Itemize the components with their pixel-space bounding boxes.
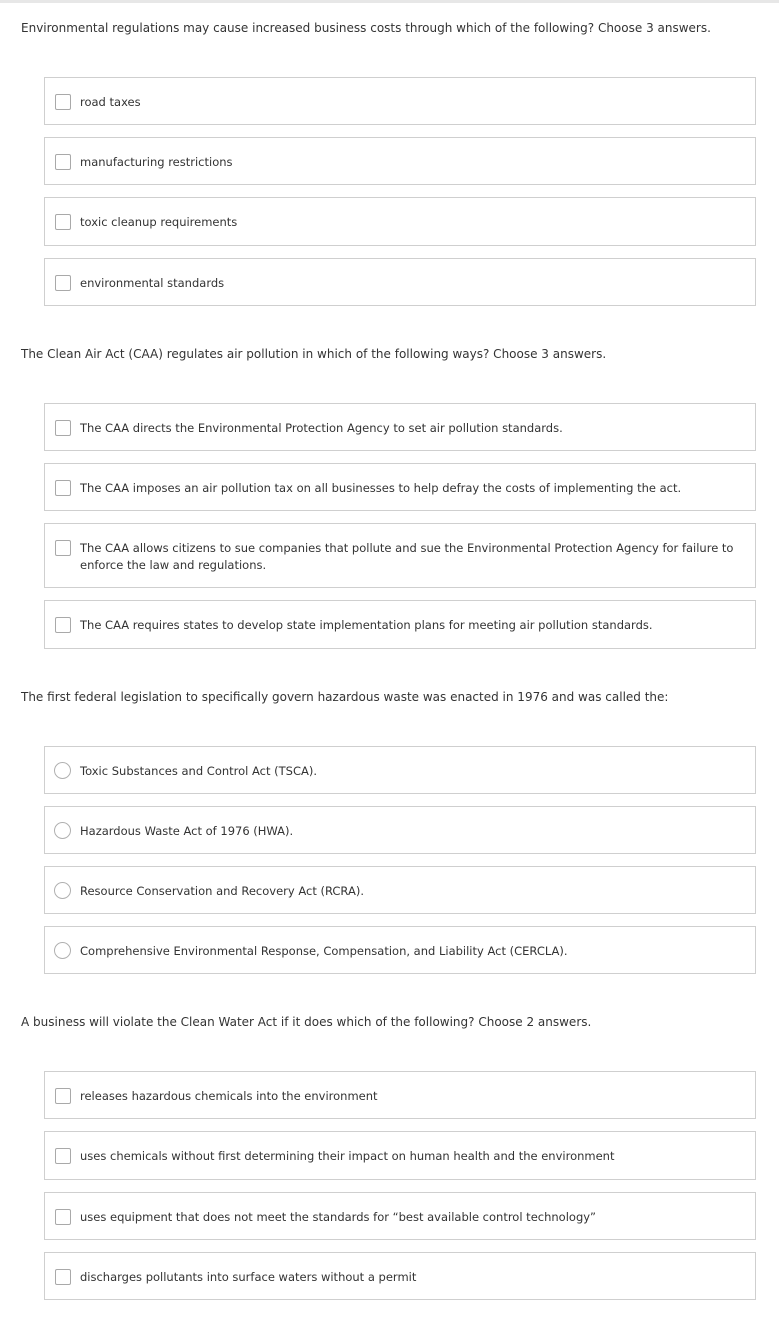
- question-4-option-3[interactable]: [44, 1192, 756, 1240]
- question-3-option-2[interactable]: [44, 806, 756, 854]
- option-label: Resource Conservation and Recovery Act (RCRA).: [80, 884, 364, 898]
- question-1-option-1[interactable]: [44, 77, 756, 125]
- option-label: road taxes: [80, 95, 141, 109]
- question-4-option-1[interactable]: [44, 1071, 756, 1119]
- checkbox[interactable]: [55, 275, 71, 291]
- question-2-option-4[interactable]: [44, 600, 756, 649]
- option-label: The CAA requires states to develop state implementation plans for meeting air pollution standards.: [80, 618, 653, 632]
- checkbox[interactable]: [55, 94, 71, 110]
- radio-button[interactable]: [54, 882, 71, 899]
- question-1-text: Environmental regulations may cause increased business costs through which of the following? Choose 3 answers.: [21, 21, 711, 35]
- question-4-option-2[interactable]: [44, 1131, 756, 1180]
- question-3-option-1[interactable]: [44, 746, 756, 794]
- checkbox[interactable]: [55, 617, 71, 633]
- option-label: toxic cleanup requirements: [80, 215, 238, 229]
- checkbox[interactable]: [55, 214, 71, 230]
- option-label: The CAA directs the Environmental Protection Agency to set air pollution standards.: [80, 421, 563, 435]
- option-label: manufacturing restrictions: [80, 155, 233, 169]
- question-3-option-4[interactable]: [44, 926, 756, 974]
- checkbox[interactable]: [55, 1209, 71, 1225]
- question-2-option-3[interactable]: [44, 523, 756, 588]
- question-4-text: A business will violate the Clean Water Act if it does which of the following? Choose 2 answers.: [21, 1015, 592, 1029]
- question-3-text: The first federal legislation to specifically govern hazardous waste was enacted in 1976 and was called the:: [21, 690, 669, 704]
- checkbox[interactable]: [55, 540, 71, 556]
- option-label: The CAA allows citizens to sue companies that pollute and sue the Environmental Protection Agency for failure to enforce the law and regulations.: [80, 541, 734, 572]
- checkbox[interactable]: [55, 420, 71, 436]
- option-label: discharges pollutants into surface waters without a permit: [80, 1270, 417, 1284]
- radio-button[interactable]: [54, 942, 71, 959]
- checkbox[interactable]: [55, 154, 71, 170]
- question-1-option-4[interactable]: [44, 258, 756, 306]
- question-1-option-2[interactable]: [44, 137, 756, 185]
- option-label: environmental standards: [80, 276, 225, 290]
- question-4-option-4[interactable]: [44, 1252, 756, 1300]
- checkbox[interactable]: [55, 1148, 71, 1164]
- question-2-option-1[interactable]: [44, 403, 756, 451]
- option-label: The CAA imposes an air pollution tax on all businesses to help defray the costs of implementing the act.: [80, 481, 682, 495]
- option-label: uses chemicals without first determining their impact on human health and the environment: [80, 1149, 615, 1163]
- question-1-option-3[interactable]: [44, 197, 756, 246]
- checkbox[interactable]: [55, 1088, 71, 1104]
- question-3-option-3[interactable]: [44, 866, 756, 914]
- top-divider: [0, 0, 779, 3]
- question-2-text: The Clean Air Act (CAA) regulates air pollution in which of the following ways? Choose 3 answers.: [21, 347, 607, 361]
- checkbox[interactable]: [55, 480, 71, 496]
- option-label: Toxic Substances and Control Act (TSCA).: [80, 764, 318, 778]
- option-label: Comprehensive Environmental Response, Compensation, and Liability Act (CERCLA).: [80, 944, 568, 958]
- radio-button[interactable]: [54, 822, 71, 839]
- radio-button[interactable]: [54, 762, 71, 779]
- option-label: releases hazardous chemicals into the environment: [80, 1089, 378, 1103]
- question-2-option-2[interactable]: [44, 463, 756, 511]
- checkbox[interactable]: [55, 1269, 71, 1285]
- option-label: Hazardous Waste Act of 1976 (HWA).: [80, 824, 294, 838]
- option-label: uses equipment that does not meet the standards for “best available control technology”: [80, 1210, 597, 1224]
